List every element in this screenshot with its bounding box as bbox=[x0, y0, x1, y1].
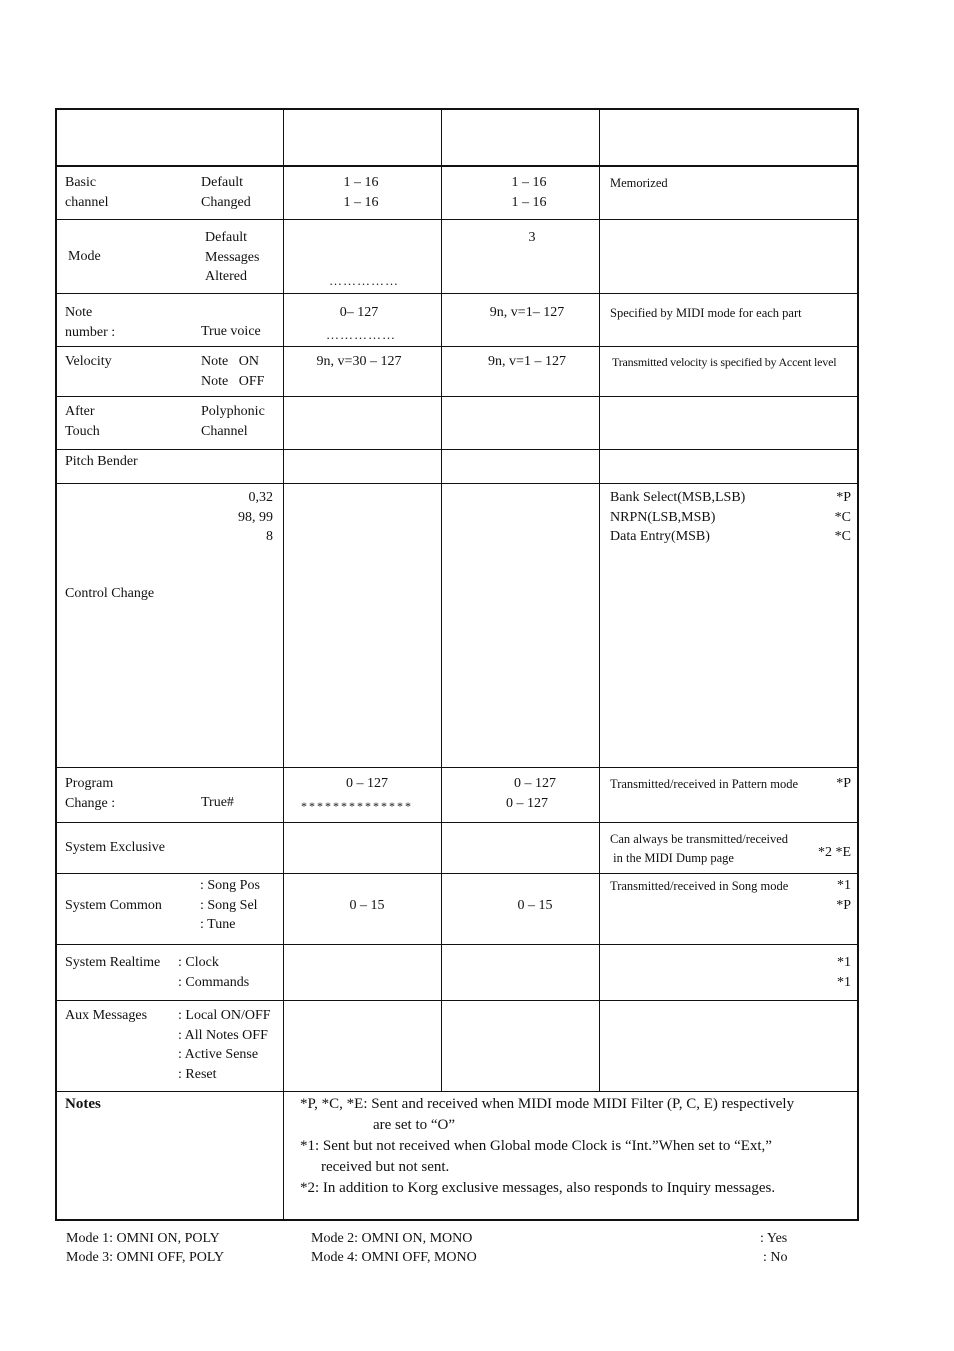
control-change-remarks: Bank Select(MSB,LSB) NRPN(LSB,MSB) Data Entry(MSB) bbox=[610, 490, 746, 544]
system-common-recognized: 0 – 15 bbox=[517, 898, 553, 913]
notes-line-2: are set to “O” bbox=[373, 1117, 456, 1133]
notes-line-3: *1: Sent but not received when Global mode Clock is “Int.”When set to “Ext,” bbox=[300, 1138, 772, 1154]
row-divider bbox=[55, 873, 859, 874]
program-change-sub: True# bbox=[201, 795, 234, 810]
mode-label: Mode bbox=[68, 249, 101, 264]
note-number-label: Note number : bbox=[65, 305, 116, 340]
basic-channel-sub: Default Changed bbox=[201, 175, 251, 210]
after-touch-label: After Touch bbox=[65, 404, 100, 439]
mode-recognized: 3 bbox=[528, 230, 536, 245]
control-change-numbers: 0,32 98, 99 8 bbox=[238, 490, 273, 544]
system-common-transmitted: 0 – 15 bbox=[349, 898, 385, 913]
row-divider bbox=[55, 396, 859, 397]
note-number-remarks: Specified by MIDI mode for each part bbox=[610, 306, 802, 320]
system-common-label: System Common bbox=[65, 898, 162, 913]
system-exclusive-remarks: Can always be transmitted/received in the MIDI Dump page bbox=[610, 832, 789, 865]
system-exclusive-mark: *2 *E bbox=[817, 845, 851, 860]
notes-label: Notes bbox=[65, 1096, 101, 1112]
system-common-marks: *1 *P bbox=[836, 878, 851, 913]
row-divider bbox=[55, 1091, 859, 1092]
system-realtime-marks: *1 *1 bbox=[837, 955, 851, 990]
basic-channel-label: Basic channel bbox=[65, 175, 109, 210]
row-divider bbox=[55, 219, 859, 220]
notes-line-5: *2: In addition to Korg exclusive messages, also responds to Inquiry messages. bbox=[300, 1180, 776, 1196]
mode-transmitted-dots: …………… bbox=[329, 273, 399, 288]
mode-sub: Default Messages Altered bbox=[205, 230, 260, 284]
velocity-sub: Note ON Note OFF bbox=[201, 354, 265, 389]
basic-channel-recognized: 1 – 16 1 – 16 bbox=[511, 175, 547, 210]
legend-no: : No bbox=[763, 1250, 788, 1265]
row-divider bbox=[55, 346, 859, 347]
system-common-remarks: Transmitted/received in Song mode bbox=[610, 879, 789, 893]
notes-line-1: *P, *C, *E: Sent and received when MIDI mode MIDI Filter (P, C, E) respectively bbox=[300, 1096, 795, 1112]
program-change-recognized: 0 – 127 0 – 127 bbox=[506, 776, 556, 811]
note-number-transmitted: 0– 127 bbox=[339, 305, 379, 320]
program-change-transmitted: 0 – 127 bbox=[346, 776, 388, 791]
pitch-bender-label: Pitch Bender bbox=[65, 454, 138, 469]
legend-mode-3: Mode 3: OMNI OFF, POLY bbox=[66, 1250, 225, 1265]
row-divider bbox=[55, 293, 859, 294]
velocity-remarks: Transmitted velocity is specified by Accent level bbox=[612, 355, 837, 369]
notes-line-4: received but not sent. bbox=[321, 1159, 450, 1175]
velocity-recognized: 9n, v=1 – 127 bbox=[488, 354, 566, 369]
legend-mode-1: Mode 1: OMNI ON, POLY bbox=[66, 1231, 220, 1246]
program-change-mark: *P bbox=[836, 776, 851, 791]
basic-channel-transmitted: 1 – 16 1 – 16 bbox=[343, 175, 379, 210]
row-divider bbox=[55, 822, 859, 823]
basic-channel-remarks: Memorized bbox=[610, 176, 668, 190]
system-exclusive-label: System Exclusive bbox=[65, 840, 165, 855]
aux-messages-sub: : Local ON/OFF : All Notes OFF : Active Sense : Reset bbox=[178, 1008, 271, 1082]
velocity-label: Velocity bbox=[65, 354, 112, 369]
system-realtime-sub: : Clock : Commands bbox=[178, 955, 250, 990]
note-number-recognized: 9n, v=1– 127 bbox=[489, 305, 565, 320]
velocity-transmitted: 9n, v=30 – 127 bbox=[316, 354, 402, 369]
legend-mode-2: Mode 2: OMNI ON, MONO bbox=[311, 1231, 473, 1246]
legend-yes: : Yes bbox=[760, 1231, 788, 1246]
note-number-sub: True voice bbox=[201, 324, 261, 339]
row-divider bbox=[55, 1000, 859, 1001]
legend-mode-4: Mode 4: OMNI OFF, MONO bbox=[311, 1250, 477, 1265]
row-divider bbox=[55, 449, 859, 450]
row-divider bbox=[55, 483, 859, 484]
column-divider bbox=[283, 108, 284, 1221]
note-number-transmitted-dots: …………… bbox=[326, 327, 396, 342]
control-change-marks: *P *C *C bbox=[834, 490, 851, 544]
program-change-label: Program Change : bbox=[65, 776, 116, 811]
row-divider bbox=[55, 767, 859, 768]
system-common-sub: : Song Pos : Song Sel : Tune bbox=[200, 878, 260, 932]
control-change-label: Control Change bbox=[65, 586, 155, 601]
program-change-transmitted-stars: ************** bbox=[301, 799, 413, 813]
row-divider bbox=[55, 944, 859, 945]
aux-messages-label: Aux Messages bbox=[65, 1008, 148, 1023]
after-touch-sub: Polyphonic Channel bbox=[201, 404, 265, 439]
program-change-remarks: Transmitted/received in Pattern mode bbox=[610, 777, 799, 791]
row-divider bbox=[55, 165, 859, 167]
system-realtime-label: System Realtime bbox=[65, 955, 161, 970]
table-frame bbox=[55, 108, 859, 1221]
